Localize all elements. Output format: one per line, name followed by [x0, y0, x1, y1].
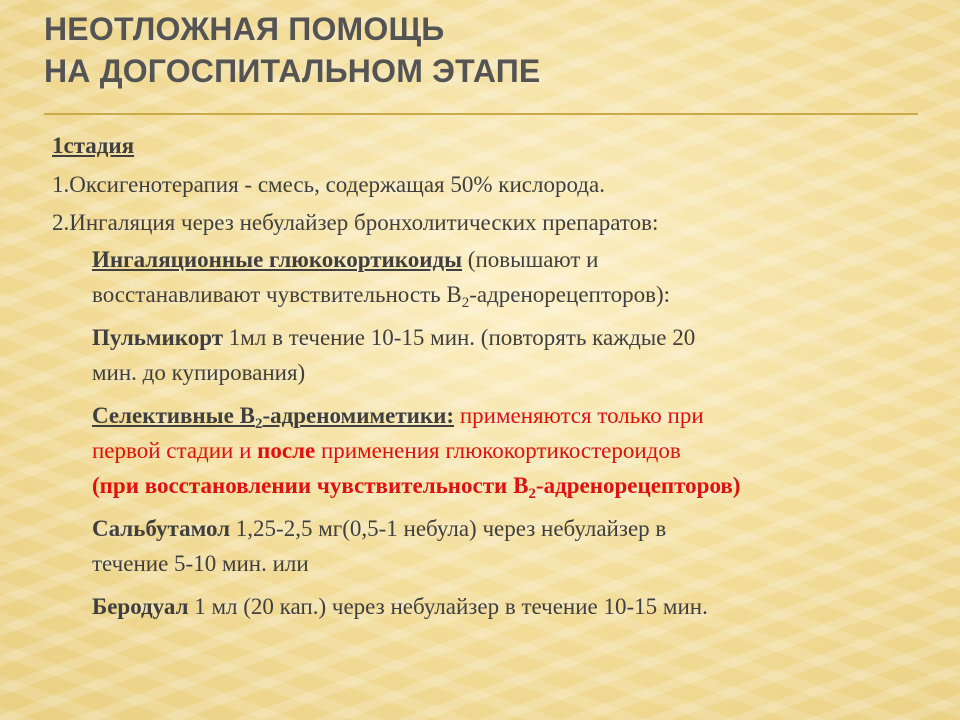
ics-subscript: 2: [461, 295, 470, 311]
selective-line-3-subscript: 2: [528, 486, 536, 502]
selective-heading-a: Селективные В: [92, 403, 255, 428]
slide-title: [44, 8, 914, 92]
selective-red-2a: первой стадии и: [92, 438, 258, 463]
pulmicort-text-2: мин. до купирования): [92, 360, 306, 385]
ics-text-2b: -адренорецепторов):: [469, 282, 670, 307]
salbutamol-name: Сальбутамол: [92, 516, 231, 541]
salbutamol-text-1: 1,25-2,5 мг(0,5-1 небула) через небулайзер в: [230, 516, 667, 541]
selective-heading-subscript: 2: [254, 416, 263, 432]
item-nebulizer-inhalation: 2.Ингаляция через небулайзер бронхолитических препаратов:: [52, 210, 659, 235]
slide-body: [52, 126, 932, 624]
salbutamol-paragraph: [52, 511, 932, 581]
stage-heading: 1стадия: [52, 133, 135, 158]
title-line-2: НА ДОГОСПИТАЛЬНОМ ЭТАПЕ: [44, 53, 541, 89]
selective-heading-b: -адреномиметики:: [262, 403, 455, 428]
item-oxygen-therapy: 1.Оксигенотерапия - смесь, содержащая 50% кислорода.: [52, 172, 605, 197]
selective-red-1: применяются только при: [454, 403, 704, 428]
ics-text-1: (повышают и: [462, 247, 599, 272]
selective-line-3b: -адренорецепторов): [535, 473, 741, 498]
ics-paragraph: [52, 242, 932, 312]
salbutamol-text-2: течение 5-10 мин. или: [92, 551, 309, 576]
pulmicort-text-1: 1мл в течение 10-15 мин. (повторять каждые 20: [223, 325, 696, 350]
title-divider: [44, 113, 918, 115]
selective-red-bold: после: [257, 438, 316, 463]
berodual-name: Беродуал: [92, 594, 189, 619]
selective-red-2b: применения глюкокортикостероидов: [315, 438, 681, 463]
ics-heading: Ингаляционные глюкокортикоиды: [92, 247, 463, 272]
berodual-text-1: 1 мл (20 кап.) через небулайзер в течение 10-15 мин.: [188, 594, 708, 619]
ics-text-2a: восстанавливают чувствительность В: [92, 282, 462, 307]
selective-paragraph: [52, 398, 932, 503]
pulmicort-name: Пульмикорт: [92, 325, 224, 350]
berodual-paragraph: [52, 589, 932, 624]
title-line-1: НЕОТЛОЖНАЯ ПОМОЩЬ: [44, 11, 445, 47]
selective-heading: [92, 403, 455, 432]
selective-line-3a: (при восстановлении чувствительности В: [92, 473, 529, 498]
pulmicort-paragraph: [52, 320, 932, 390]
